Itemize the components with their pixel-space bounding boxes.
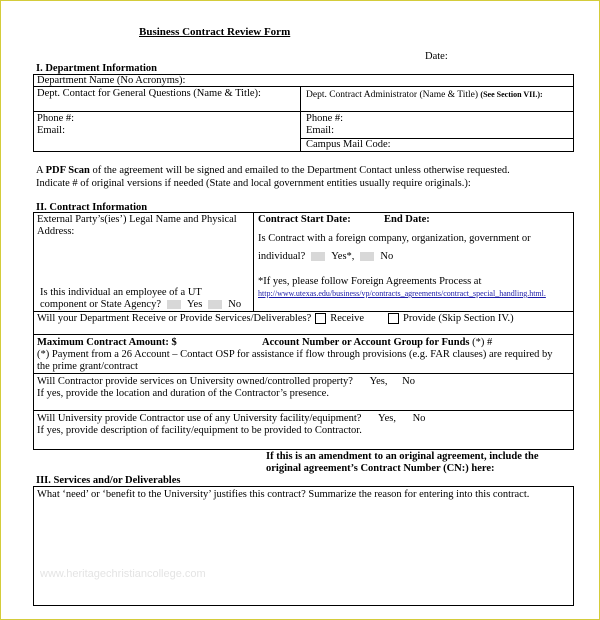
dept-admin-label: Dept. Contract Administrator (Name & Title)	[306, 90, 479, 100]
section-1-heading: I. Department Information	[36, 63, 158, 74]
facility-no-option[interactable]: No	[412, 413, 426, 424]
email-left-field[interactable]: Email:	[37, 125, 65, 136]
section-2-heading: II. Contract Information	[36, 202, 148, 213]
need-benefit-question: What ‘need’ or ‘benefit to the University’ justifies this contract? Summarize the reason for entering into this contract.	[37, 489, 530, 500]
end-date-field[interactable]: End Date:	[384, 214, 430, 225]
contractor-if-yes: If yes, provide the location and duration of the Contractor’s presence.	[37, 388, 329, 399]
ut-employee-yes-checkbox[interactable]	[167, 300, 181, 309]
facility-if-yes: If yes, provide description of facility/equipment to be provided to Contractor.	[37, 425, 362, 436]
foreign-no-checkbox[interactable]	[360, 252, 374, 261]
contractor-no-option[interactable]: No	[402, 376, 415, 387]
see-section-note: (See Section VII.):	[480, 90, 543, 99]
ut-employee-answer-row: component or State Agency? Yes No	[40, 299, 242, 310]
dept-contact-field[interactable]: Dept. Contact for General Questions (Name & Title):	[37, 88, 261, 99]
facility-question-row: Will University provide Contractor use of any University facility/equipment? Yes, No	[37, 413, 426, 424]
amendment-line-1: If this is an amendment to an original agreement, include the	[266, 451, 539, 462]
foreign-answer-row: individual? Yes*, No	[258, 251, 394, 262]
ut-employee-question: Is this individual an employee of a UT	[40, 287, 202, 298]
facility-yes-option[interactable]: Yes,	[378, 413, 396, 424]
dept-admin-field[interactable]	[306, 89, 543, 101]
form-title: Business Contract Review Form	[139, 26, 291, 38]
receive-provide-row: Will your Department Receive or Provide Services/Deliverables? Receive Provide (Skip Section IV.)	[37, 313, 514, 324]
external-party-field[interactable]: External Party’s(ies’) Legal Name and Physical Address:	[37, 214, 237, 237]
email-right-field[interactable]: Email:	[306, 125, 334, 136]
foreign-yes-checkbox[interactable]	[311, 252, 325, 261]
receive-checkbox[interactable]	[315, 313, 326, 324]
dept-name-field[interactable]: Department Name (No Acronyms):	[37, 75, 186, 86]
foreign-agreements-link[interactable]: http://www.utexas.edu/business/vp/contracts_agreements/contract_special_handling.html.	[258, 289, 546, 298]
provide-checkbox[interactable]	[388, 313, 399, 324]
phone-left-field[interactable]: Phone #:	[37, 113, 75, 124]
pdf-scan-bold: PDF Scan	[45, 165, 90, 176]
start-date-field[interactable]: Contract Start Date:	[258, 214, 351, 225]
section-3-heading: III. Services and/or Deliverables	[36, 475, 181, 486]
pdf-note: A PDF Scan of the agreement will be signed and emailed to the Department Contact unless otherwise requested.	[36, 165, 510, 176]
phone-right-field[interactable]: Phone #:	[306, 113, 344, 124]
ut-employee-no-checkbox[interactable]	[208, 300, 222, 309]
contractor-yes-option[interactable]: Yes,	[369, 376, 388, 387]
foreign-question: Is Contract with a foreign company, organization, government or	[258, 233, 531, 244]
payment-note: (*) Payment from a 26 Account – Contact OSP for assistance if flow through provisions (e.g. FAR clauses) are required by the prime grant/contract	[37, 349, 553, 372]
max-amount-field[interactable]: Maximum Contract Amount: $	[37, 337, 177, 348]
date-label: Date:	[425, 51, 448, 62]
campus-mail-field[interactable]: Campus Mail Code:	[306, 139, 391, 150]
account-number-field[interactable]: Account Number or Account Group for Funds (*) #	[262, 337, 493, 348]
watermark-text: www.heritagechristiancollege.com	[40, 568, 206, 580]
originals-note: Indicate # of original versions if needed (State and local government entities usually require originals.):	[36, 178, 471, 189]
amendment-line-2: original agreement’s Contract Number (CN:) here:	[266, 463, 495, 474]
services-box[interactable]	[33, 486, 574, 606]
contractor-question-row: Will Contractor provide services on University owned/controlled property? Yes, No	[37, 376, 415, 387]
foreign-note: *If yes, please follow Foreign Agreements Process at	[258, 276, 482, 287]
